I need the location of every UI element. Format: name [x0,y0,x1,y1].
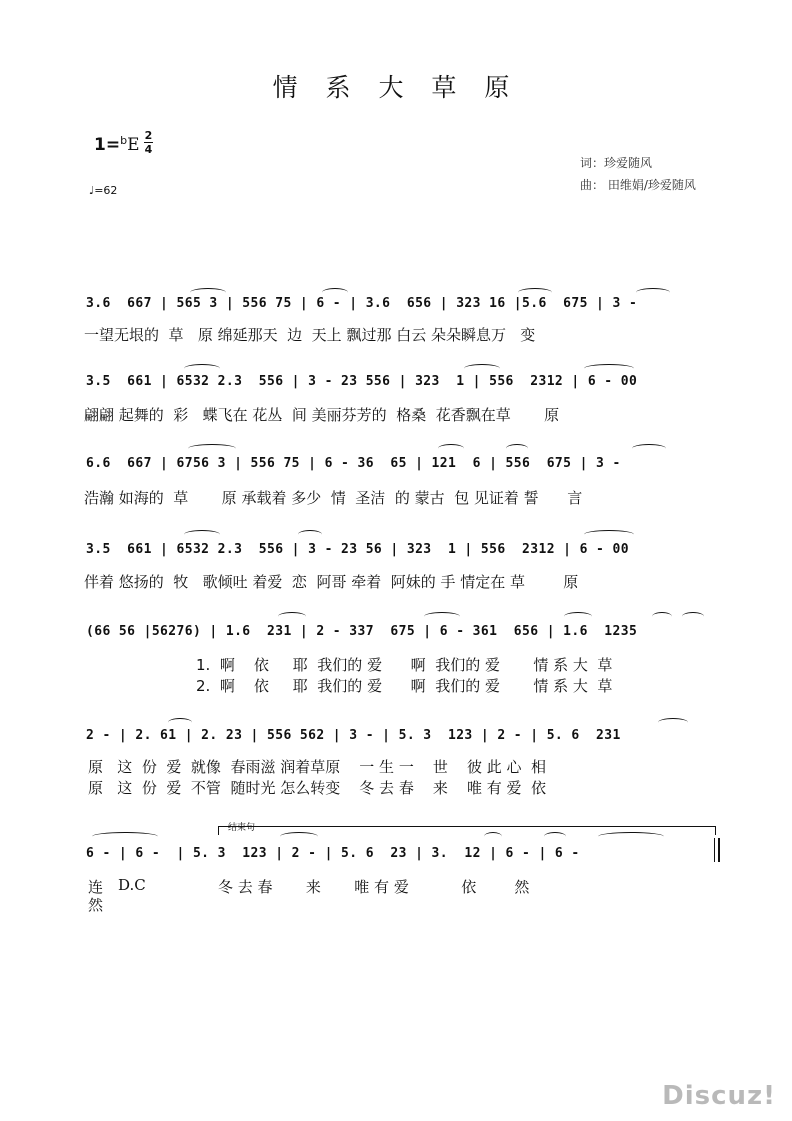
lyrics-line-4: 伴着 悠扬的 牧 歌倾吐 着爱 恋 阿哥 牵着 阿妹的 手 情定在 草 原 [84,573,579,591]
lyricist-credit: 词：珍爱随风 [580,156,653,170]
time-signature [144,130,153,155]
meter-bottom: 4 [144,143,153,156]
notation-line-1: 3.6 667 | 565 3 | 556 75 | 6 - | 3.6 656 | 323 16 |5.6 675 | 3 - [86,296,638,311]
final-barline-thick [718,838,720,862]
lyrics-line-5b: 2. 啊 依 耶 我们的 爱 啊 我们的 爱 情 系 大 草 [196,677,613,695]
key-note: E [127,135,140,155]
notation-line-2: 3.5 661 | 6532 2.3 556 | 3 - 23 556 | 323 1 | 556 2312 | 6 - 00 [86,374,638,389]
watermark: Discuz! [662,1081,776,1111]
lyrics-line-1: 一望无垠的 草 原 绵延那天 边 天上 飘过那 白云 朵朵瞬息万 变 [84,326,536,344]
lyrics-line-3: 浩瀚 如海的 草 原 承载着 多少 情 圣洁 的 蒙古 包 见证着 誓 言 [84,489,583,507]
tempo-mark: ♩=62 [89,184,118,197]
lyrics-line-2: 翩翩 起舞的 彩 蝶飞在 花丛 间 美丽芬芳的 格桑 花香飘在草 原 [84,406,560,424]
notation-line-6: 2 - | 2. 61 | 2. 23 | 556 562 | 3 - | 5. 3 123 | 2 - | 5. 6 231 [86,728,621,743]
notation-line-3: 6.6 667 | 6756 3 | 556 75 | 6 - 36 65 | 121 6 | 556 675 | 3 - [86,456,621,471]
lyrics-line-7-lian: 连 [88,878,104,896]
key-flat: b [120,134,128,147]
key-signature [94,134,139,155]
song-title: 情 系 大 草 原 [272,73,520,102]
lyrics-line-6b: 原 这 份 爱 不管 随时光 怎么转变 冬 去 春 来 唯 有 爱 依 [88,779,547,797]
meter-top: 2 [144,129,153,142]
lyrics-line-7-ran: 然 [88,896,104,914]
key-prefix: 1= [94,135,121,155]
composer-credit: 曲： 田维娟/珍爱随风 [580,178,696,192]
dc-mark: D.C [118,876,146,894]
lyrics-line-5a: 1. 啊 依 耶 我们的 爱 啊 我们的 爱 情 系 大 草 [196,656,613,674]
final-barline-thin [714,838,715,862]
lyrics-line-6a: 原 这 份 爱 就像 春雨滋 润着草原 一 生 一 世 彼 此 心 相 [88,758,547,776]
notation-line-5: (66 56 |56276) | 1.6 231 | 2 - 337 675 | 6 - 361 656 | 1.6 1235 [86,624,638,639]
ending-bracket-label: 结束句 [228,823,256,833]
notation-line-4: 3.5 661 | 6532 2.3 556 | 3 - 23 56 | 323 1 | 556 2312 | 6 - 00 [86,542,629,557]
lyrics-line-7: 冬 去 春 来 唯 有 爱 依 然 [218,878,530,896]
notation-line-7: 6 - | 6 - | 5. 3 123 | 2 - | 5. 6 23 | 3. 12 | 6 - | 6 - [86,846,580,861]
